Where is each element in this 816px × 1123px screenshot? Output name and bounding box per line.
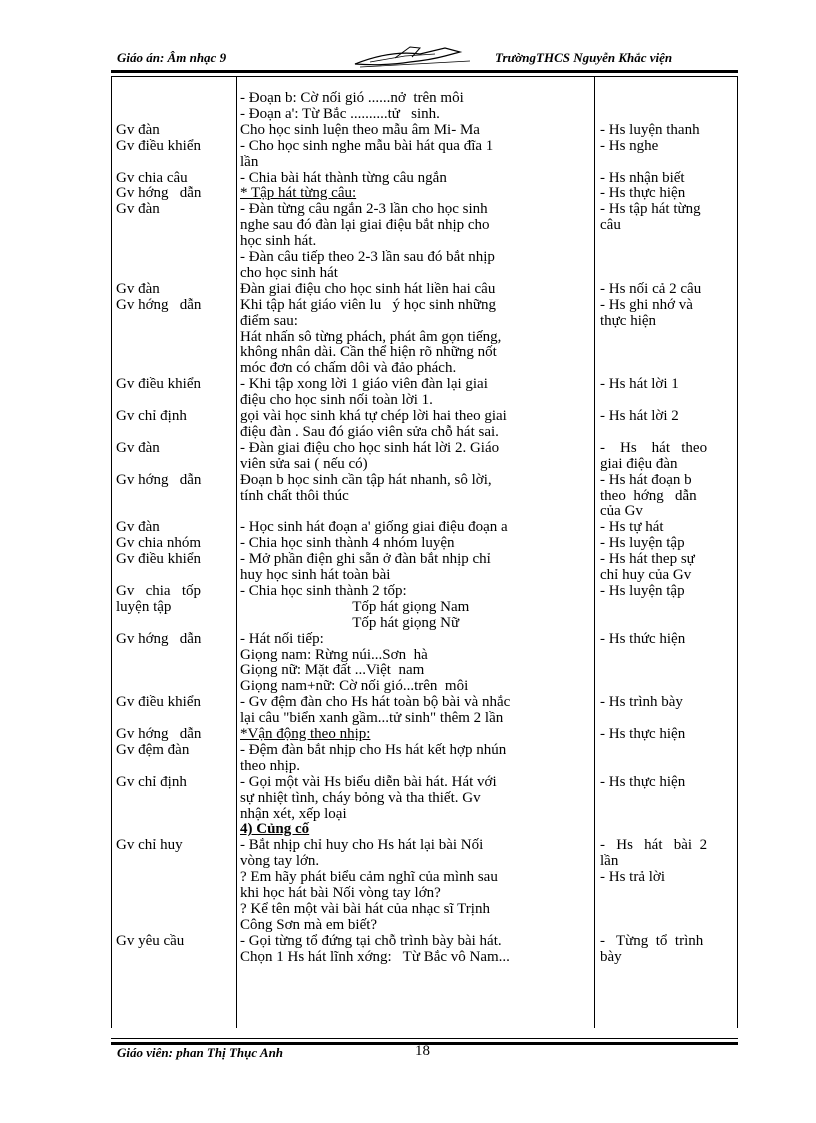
student-activity-cell: - Hs hát theo [600, 439, 708, 456]
teacher-activity-cell: Gv đàn [116, 280, 160, 297]
content-cell: không nhân dài. Cần thể hiện rõ những nốt [240, 344, 497, 361]
content-cell: Công Sơn mà em biết? [240, 916, 378, 933]
content-cell: - Gv đệm đàn cho Hs hát toàn bộ bài và nhắc [240, 694, 511, 711]
content-cell: tính chất thôi thúc [240, 487, 349, 504]
content-cell: - Đệm đàn bắt nhịp cho Hs hát kết hợp nhún [240, 741, 507, 758]
student-activity-cell: - Hs hát bài 2 [600, 837, 708, 854]
table-divider-1 [236, 77, 237, 1028]
content-cell: - Đoạn b: Cờ nối gió ......nở trên môi [240, 90, 464, 106]
content-cell: - Chia bài hát thành từng câu ngắn [240, 169, 447, 186]
content-cell: Tốp hát giọng Nữ [240, 614, 460, 631]
student-activity-cell: - Hs trả lời [600, 869, 666, 886]
student-activity-cell: - Hs trình bày [600, 694, 683, 711]
teacher-activity-cell: Gv hớng dẫn [116, 630, 202, 647]
content-cell: vòng tay lớn. [240, 853, 320, 870]
teacher-activity-cell: Gv hớng dẫn [116, 471, 202, 488]
content-cell: Hát nhấn sô từng phách, phát âm gọn tiếng, [240, 328, 502, 345]
student-activity-cell: - Hs nhận biết [600, 169, 685, 186]
header-rule-thick [111, 70, 738, 73]
student-activity-cell: chỉ huy của Gv [600, 567, 692, 583]
student-activity-cell: - Hs hát thep sự [600, 551, 695, 568]
student-activity-cell: - Từng tổ trình [600, 932, 704, 949]
content-cell: Chọn 1 Hs hát lĩnh xớng: Từ Bắc vô Nam... [240, 948, 510, 965]
content-cell: Đàn giai điệu cho học sinh hát liền hai câu [240, 280, 496, 297]
content-cell: ? Em hãy phát biểu cảm nghĩ của mình sau [240, 869, 498, 886]
teacher-activity-cell: Gv đàn [116, 519, 160, 536]
content-cell: Khi tập hát giáo viên lu ý học sinh những [240, 296, 497, 313]
content-cell: lần [240, 153, 259, 170]
student-activity-cell: - Hs thực hiện [600, 185, 686, 202]
teacher-activity-cell: Gv chia tốp [116, 582, 201, 599]
content-cell: móc đơn có chấm dôi và đảo phách. [240, 360, 457, 377]
content-cell: Tốp hát giọng Nam [240, 598, 470, 615]
content-cell: điểm sau: [240, 312, 298, 329]
content-cell: theo nhịp. [240, 757, 300, 774]
content-cell: nghe sau đó đàn lại giai điệu bắt nhịp cho [240, 217, 490, 234]
content-cell: - Học sinh hát đoạn a' giống giai điệu đoạn a [240, 519, 508, 536]
content-cell: * Tập hát từng câu: [240, 185, 357, 202]
content-cell: - Đoạn a': Từ Bắc ..........tử sinh. [240, 105, 440, 122]
table-divider-2 [594, 77, 595, 1028]
student-activity-cell: - Hs nối cả 2 câu [600, 280, 702, 297]
teacher-activity-cell: Gv hớng dẫn [116, 296, 202, 313]
content-cell: - Gọi từng tổ đứng tại chỗ trình bày bài hát. [240, 932, 502, 949]
content-cell: - Khi tập xong lời 1 giáo viên đàn lại giai [240, 376, 488, 393]
content-cell: học sinh hát. [240, 233, 317, 250]
student-activity-cell: theo hớng dẫn [600, 487, 697, 504]
teacher-activity-cell: Gv điều khiển [116, 694, 201, 711]
content-cell: điệu đàn . Sau đó giáo viên sửa chỗ hát sai. [240, 423, 499, 440]
student-activity-cell: thực hiện [600, 312, 657, 329]
student-activity-cell: - Hs tập hát từng [600, 201, 701, 218]
content-cell: huy học sinh hát toàn bài [240, 567, 391, 583]
content-cell: - Đàn giai điệu cho học sinh hát lời 2. Giáo [240, 439, 500, 456]
content-cell: - Gọi một vài Hs biểu diễn bài hát. Hát với [240, 773, 497, 790]
footer-teacher: Giáo viên: phan Thị Thục Anh [117, 1045, 284, 1060]
content-cell: - Cho học sinh nghe mẫu bài hát qua đĩa 1 [240, 137, 494, 154]
teacher-activity-cell: Gv hớng dẫn [116, 726, 202, 742]
teacher-activity-cell: Gv chỉ định [116, 408, 187, 424]
footer-rule-thin [111, 1038, 738, 1039]
content-cell: 4) Củng cố [240, 821, 310, 838]
student-activity-cell: của Gv [600, 503, 643, 520]
teacher-activity-cell: luyện tập [116, 598, 172, 615]
teacher-activity-cell: Gv chỉ định [116, 773, 187, 790]
teacher-activity-cell: Gv đàn [116, 201, 160, 218]
student-activity-cell: - Hs tự hát [600, 519, 664, 536]
content-cell: sự nhiệt tình, cháy bỏng và tha thiết. Gv [240, 789, 481, 806]
teacher-activity-cell: Gv điều khiển [116, 137, 201, 154]
content-cell: điệu cho học sinh nối toàn lời 1. [240, 392, 433, 409]
content-cell: *Vận động theo nhịp: [240, 726, 371, 742]
student-activity-cell: giai điệu đàn [600, 455, 678, 472]
content-cell: - Chia học sinh thành 2 tốp: [240, 582, 407, 599]
student-activity-cell: - Hs hát đoạn b [600, 471, 692, 488]
student-activity-cell: - Hs thức hiện [600, 630, 686, 647]
teacher-activity-cell: Gv hớng dẫn [116, 185, 202, 202]
teacher-activity-cell: Gv chia câu [116, 169, 188, 186]
content-cell: - Đàn câu tiếp theo 2-3 lần sau đó bắt nhịp [240, 249, 495, 265]
student-activity-cell: bày [600, 948, 622, 965]
content-cell: - Đàn từng câu ngắn 2-3 lần cho học sinh [240, 201, 488, 218]
content-cell: cho học sinh hát [240, 264, 338, 281]
student-activity-cell: - Hs nghe [600, 137, 659, 154]
content-cell: Giọng nam+nữ: Cờ nối gió...trên môi [240, 678, 469, 695]
teacher-activity-cell: Gv chia nhóm [116, 535, 201, 552]
student-activity-cell: lần [600, 853, 619, 870]
content-cell: Cho học sinh luện theo mẫu âm Mi- Ma [240, 121, 480, 138]
content-cell: - Hát nối tiếp: [240, 630, 324, 647]
student-activity-cell: - Hs luyện tập [600, 535, 685, 552]
teacher-activity-cell: Gv điều khiển [116, 376, 201, 393]
student-activity-cell: - Hs thực hiện [600, 726, 686, 742]
student-activity-cell: - Hs hát lời 1 [600, 376, 679, 393]
teacher-activity-cell: Gv yêu cầu [116, 932, 185, 949]
content-cell: gọi vài học sinh khá tự chép lời hai theo giai [240, 408, 507, 424]
student-activity-cell: - Hs thực hiện [600, 773, 686, 790]
header-left-title: Giáo án: Âm nhạc 9 [117, 50, 227, 65]
content-cell: khi học hát bài Nối vòng tay lớn? [240, 885, 441, 901]
content-cell: - Mở phần điện ghi sẵn ở đàn bắt nhịp chỉ [240, 551, 491, 568]
content-cell: ? Kể tên một vài bài hát của nhạc sĩ Trịnh [240, 900, 490, 917]
content-cell: - Bắt nhịp chỉ huy cho Hs hát lại bài Nối [240, 837, 484, 854]
header-rule-thin [111, 76, 738, 77]
content-cell: nhận xét, xếp loại [240, 805, 347, 822]
teacher-activity-cell: Gv đàn [116, 439, 160, 456]
student-activity-cell: - Hs hát lời 2 [600, 408, 679, 424]
student-activity-cell: - Hs luyện thanh [600, 121, 700, 138]
content-cell: - Chia học sinh thành 4 nhóm luyện [240, 535, 455, 552]
content-cell: Đoạn b học sinh cần tập hát nhanh, sô lời, [240, 471, 492, 488]
teacher-activity-cell: Gv đệm đàn [116, 741, 190, 758]
header-right-school: TrườngTHCS Nguyễn Khắc viện [495, 50, 673, 65]
page-number: 18 [415, 1043, 430, 1059]
teacher-activity-cell: Gv chỉ huy [116, 837, 183, 854]
student-activity-cell: - Hs luyện tập [600, 582, 685, 599]
teacher-activity-cell: Gv điều khiển [116, 551, 201, 568]
content-cell: Giọng nữ: Mặt đất ...Việt nam [240, 662, 425, 679]
student-activity-cell: - Hs ghi nhớ và [600, 296, 693, 313]
content-cell: lại câu "biển xanh gầm...tử sinh" thêm 2 lần [240, 710, 504, 727]
student-activity-cell: câu [600, 217, 621, 234]
table-border-right [737, 77, 738, 1028]
teacher-activity-cell: Gv đàn [116, 121, 160, 138]
content-cell: Giọng nam: Rừng núi...Sơn hà [240, 646, 428, 663]
table-border-left [111, 77, 112, 1028]
content-cell: viên sửa sai ( nếu có) [240, 455, 368, 472]
